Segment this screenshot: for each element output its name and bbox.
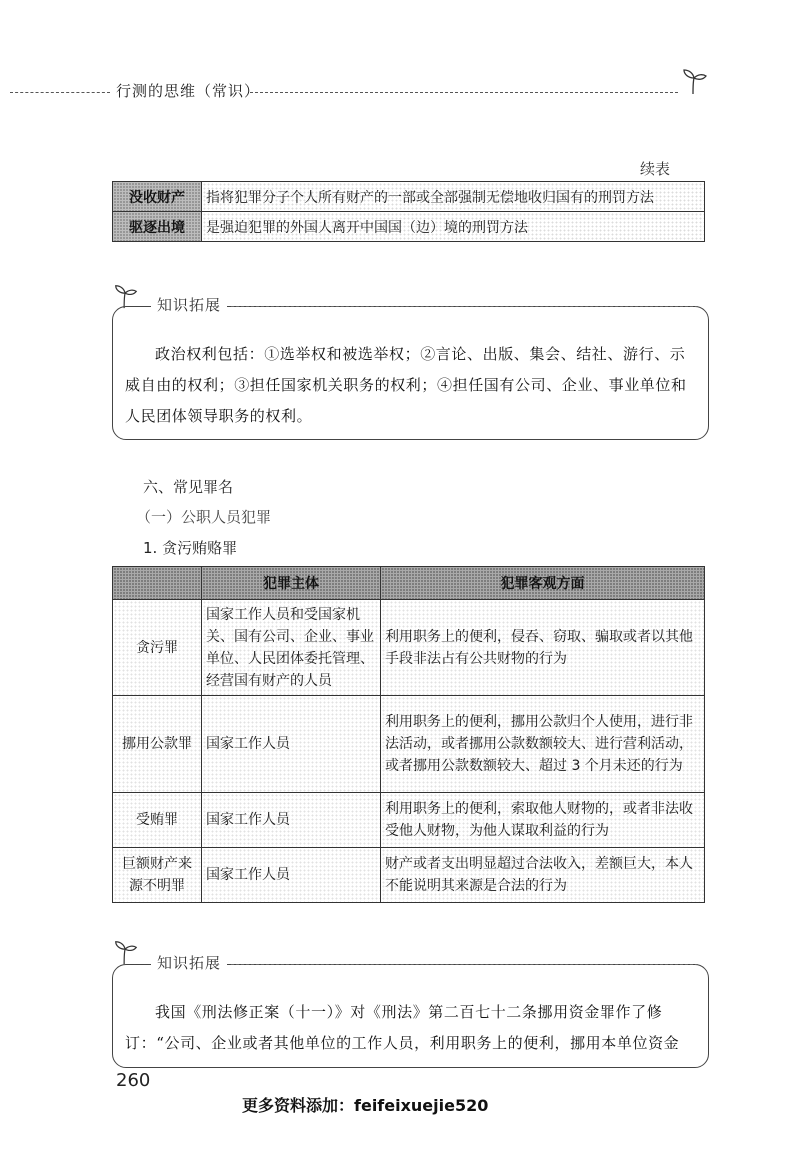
crime-subject: 国家工作人员: [202, 793, 381, 848]
knowledge-box: [112, 296, 709, 440]
crime-subject: 国家工作人员和受国家机关、国有公司、企业、事业单位、人民团体委托管理、经营国有财产的人员: [202, 600, 381, 696]
penalty-definition: 指将犯罪分子个人所有财产的一部或全部强制无偿地收归国有的刑罚方法: [202, 182, 705, 212]
running-header-title: 行测的思维（常识）: [112, 80, 264, 101]
page-number: 260: [116, 1070, 151, 1091]
penalty-term: 驱逐出境: [113, 212, 202, 242]
crime-name: 受贿罪: [113, 793, 202, 848]
section-heading: 六、常见罪名: [143, 478, 234, 496]
column-header: 犯罪客观方面: [381, 567, 705, 600]
table-row: [113, 600, 705, 696]
crime-table: [112, 566, 705, 903]
crime-subject: 国家工作人员: [202, 696, 381, 793]
crime-objective: 利用职务上的便利，索取他人财物的，或者非法收受他人财物，为他人谋取利益的行为: [381, 793, 705, 848]
crime-name: 贪污罪: [113, 600, 202, 696]
column-header: 犯罪主体: [202, 567, 381, 600]
crime-subject: 国家工作人员: [202, 848, 381, 903]
subsection-heading: （一）公职人员犯罪: [136, 508, 272, 526]
sprout-icon: [112, 938, 140, 966]
penalty-term: 没收财产: [113, 182, 202, 212]
continued-label: 续表: [640, 160, 671, 178]
table-row: [113, 848, 705, 903]
knowledge-box-rule: [231, 964, 698, 965]
sprout-icon: [680, 66, 710, 96]
knowledge-box-body: 政治权利包括：①选举权和被选举权；②言论、出版、集会、结社、游行、示威自由的权利；③担任国家机关职务的权利；④担任国有公司、企业、事业单位和人民团体领导职务的权利。: [125, 345, 687, 425]
penalty-definition: 是强迫犯罪的外国人离开中国国（边）境的刑罚方法: [202, 212, 705, 242]
table-row: [113, 212, 705, 242]
header-rule-left: [10, 92, 110, 93]
footer-note: 更多资料添加：feifeixuejie520: [242, 1096, 489, 1115]
crime-objective: 利用职务上的便利，挪用公款归个人使用，进行非法活动，或者挪用公款数额较大、进行营利活动，或者挪用公款数额较大、超过 3 个月未还的行为: [381, 696, 705, 793]
header-rule-right: [250, 92, 678, 93]
knowledge-box-body: 我国《刑法修正案（十一）》对《刑法》第二百七十二条挪用资金罪作了修订：“公司、企业或者其他单位的工作人员，利用职务上的便利，挪用本单位资金: [125, 1003, 680, 1052]
subsubsection-heading: 1. 贪污贿赂罪: [143, 539, 238, 557]
table-row: [113, 696, 705, 793]
penalty-table: [112, 181, 705, 242]
crime-name: 挪用公款罪: [113, 696, 202, 793]
table-row: [113, 793, 705, 848]
crime-name: 巨额财产来源不明罪: [113, 848, 202, 903]
knowledge-box-rule: [231, 306, 698, 307]
column-header: [113, 567, 202, 600]
knowledge-box: [112, 954, 709, 1068]
table-row: [113, 182, 705, 212]
crime-objective: 利用职务上的便利，侵吞、窃取、骗取或者以其他手段非法占有公共财物的行为: [381, 600, 705, 696]
knowledge-box-title: 知识拓展: [151, 294, 227, 315]
crime-objective: 财产或者支出明显超过合法收入，差额巨大，本人不能说明其来源是合法的行为: [381, 848, 705, 903]
table-header-row: [113, 567, 705, 600]
knowledge-box-title: 知识拓展: [151, 952, 227, 973]
